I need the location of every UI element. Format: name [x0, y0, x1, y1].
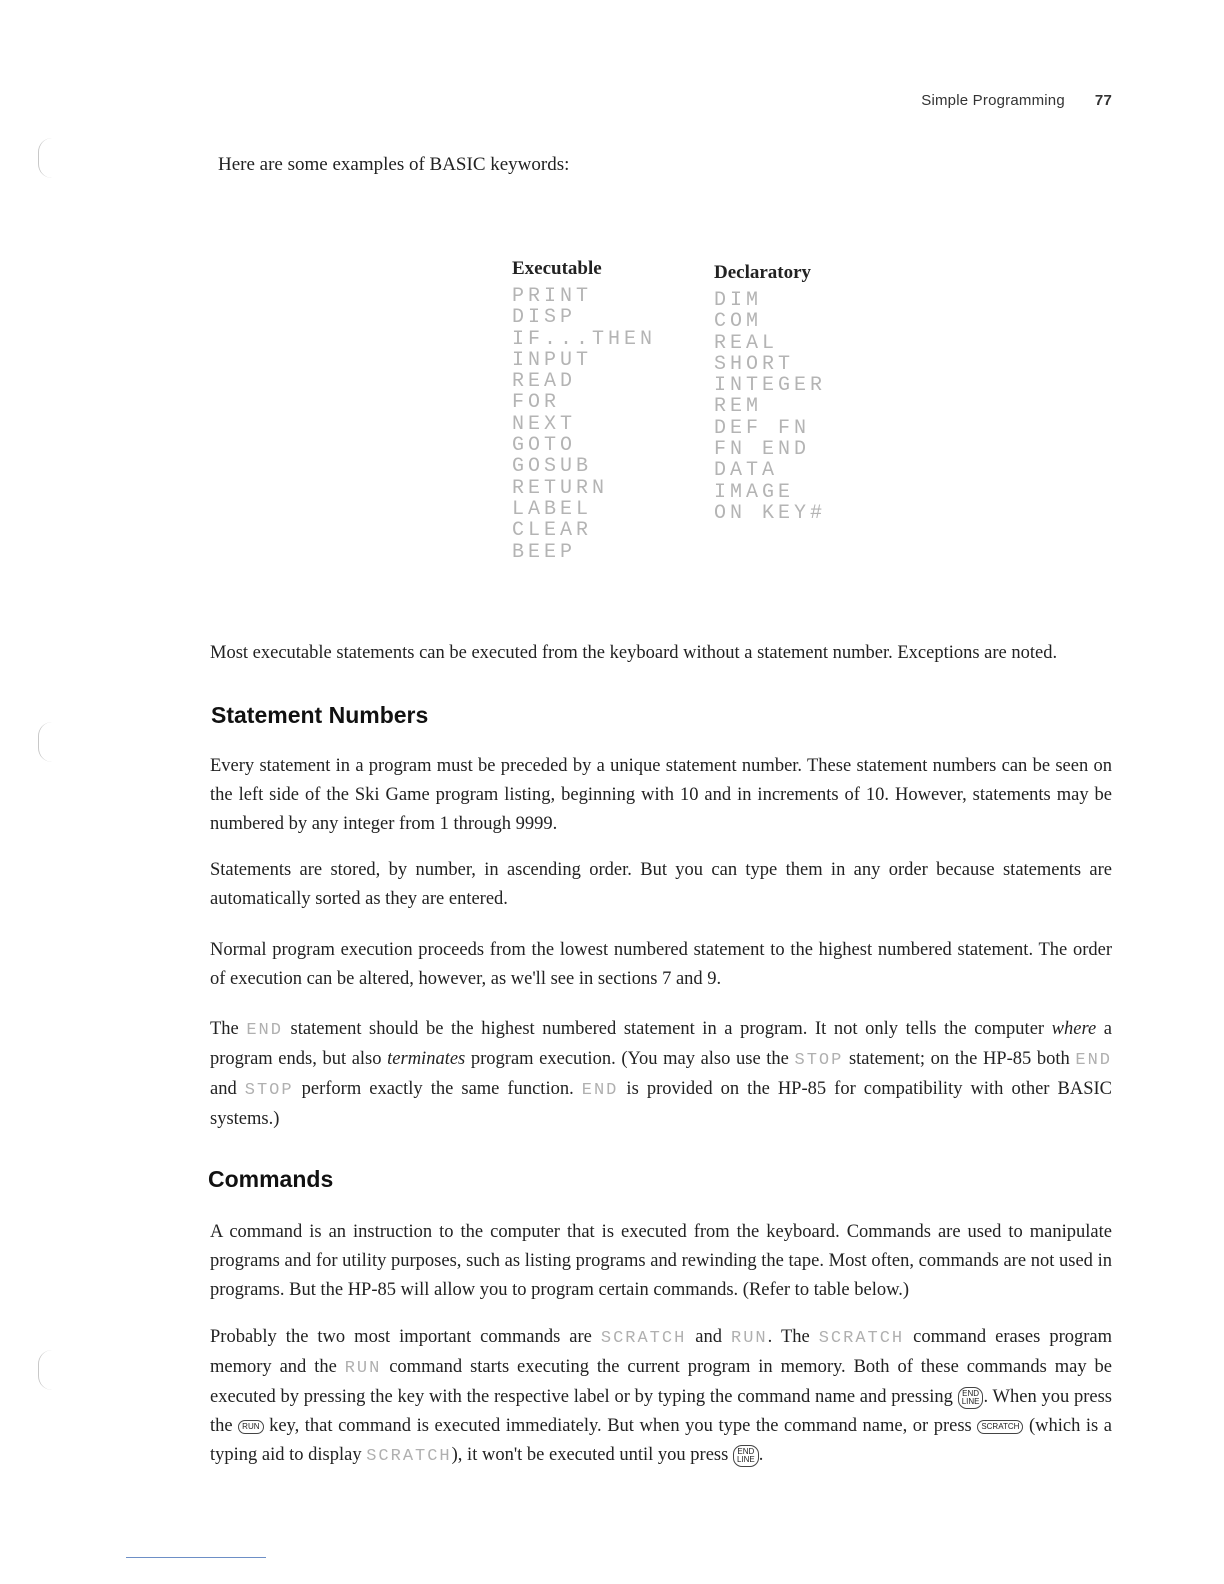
paragraph-commands-1: A command is an instruction to the computer that is executed from the keyboard. Commands are used to manipulate programs and for utility purposes, such as listing programs and rewinding the tape. Most often, commands are not used in programs. But the HP-85 will allow you to program certain commands. (Refer to table below.): [210, 1222, 1112, 1300]
executable-keyword: LABEL: [512, 497, 593, 521]
heading-statement-numbers: Statement Numbers: [211, 702, 429, 728]
key-label: END: [962, 1388, 980, 1398]
executable-keyword: DISP: [512, 306, 577, 330]
running-header: [921, 92, 1112, 109]
text-span: . When you press the: [210, 1387, 1112, 1436]
text-span: (which is a typing aid to display: [210, 1416, 1112, 1465]
executable-keyword: FOR: [512, 391, 561, 415]
declaratory-title: Declaratory: [714, 262, 812, 283]
declaratory-keyword: INTEGER: [714, 374, 827, 398]
text-span: perform exactly the same function.: [293, 1079, 582, 1099]
declaratory-keyword: REAL: [714, 331, 779, 355]
end-line-key-icon: [733, 1445, 759, 1467]
executable-keyword: NEXT: [512, 412, 577, 436]
text-span: a program ends, but also: [210, 1019, 1113, 1069]
paragraph-statement-numbers-3: Normal program execution proceeds from the lowest numbered statement to the highest numbered statement. The order of execution can be altered, however, as we'll see in sections 7 and 9.: [210, 940, 1112, 989]
text-span: . The: [767, 1327, 819, 1347]
declaratory-keyword: DEF FN: [714, 416, 811, 440]
executable-title: Executable: [512, 258, 602, 279]
text-span: statement; on the HP-85 both: [843, 1049, 1076, 1069]
text-span: The: [210, 1019, 247, 1039]
key-label: LINE: [961, 1396, 980, 1406]
executable-keyword: IF...THEN: [512, 327, 657, 351]
executable-keyword-list: [512, 286, 656, 563]
declaratory-keyword: DATA: [714, 459, 779, 483]
text-span: statement should be the highest numbered statement in a program. It not only tells the computer: [282, 1019, 1052, 1039]
intro-text: Here are some examples of BASIC keywords:: [218, 154, 570, 175]
text-span: key, that command is executed immediately. But when you type the command name, or press: [263, 1416, 978, 1436]
paragraph-statement-numbers-2: Statements are stored, by number, in ascending order. But you can type them in any order because statements are automatically sorted as they are entered.: [210, 860, 1112, 909]
declaratory-column: [714, 262, 826, 524]
executable-keyword: PRINT: [512, 285, 593, 308]
paragraph-commands-2: [210, 1323, 1112, 1471]
text-span: ), it won't be executed until you press: [451, 1445, 733, 1465]
keyword-end: END: [581, 1081, 619, 1100]
text-span: program execution. (You may also use the: [465, 1049, 795, 1069]
declaratory-keyword: COM: [714, 310, 763, 334]
text-span: Probably the two most important commands are: [210, 1327, 601, 1347]
executable-keyword: READ: [512, 370, 577, 394]
key-label: LINE: [736, 1454, 755, 1464]
declaratory-keyword: REM: [714, 395, 763, 419]
text-span: command erases program memory and the: [210, 1327, 1112, 1377]
heading-commands: Commands: [208, 1166, 334, 1192]
keyword-stop: STOP: [794, 1051, 844, 1070]
header-title: Simple Programming: [921, 92, 1065, 109]
keyword-scratch: SCRATCH: [818, 1329, 905, 1348]
emphasis-terminates: terminates: [387, 1049, 466, 1069]
keyword-scratch: SCRATCH: [600, 1329, 687, 1348]
page-number: 77: [1094, 92, 1112, 109]
executable-keyword: RETURN: [512, 476, 609, 500]
text-span: command starts executing the current program in memory. Both of these commands may be executed by pressing the key with the respective label or by typing the command name and pressing: [210, 1357, 1112, 1407]
executable-keyword: CLEAR: [512, 519, 593, 543]
footer-rule: [126, 1557, 266, 1558]
run-key-icon: RUN: [238, 1420, 263, 1434]
declaratory-keyword: ON KEY#: [714, 501, 827, 525]
executable-column: [512, 258, 656, 563]
executable-keyword: GOSUB: [512, 455, 593, 479]
text-span: is provided on the HP-85 for compatibility with other BASIC systems.): [210, 1079, 1112, 1129]
keyword-run: RUN: [344, 1359, 382, 1378]
declaratory-keyword-list: [714, 290, 826, 524]
scratch-key-icon: SCRATCH: [977, 1420, 1023, 1434]
paragraph-statement-numbers-1: Every statement in a program must be preceded by a unique statement number. These statement numbers can be seen on the left side of the Ski Game program listing, beginning with 10 and in increments of 10. However, statements may be numbered by any integer from 1 through 9999.: [210, 756, 1112, 834]
margin-mark: [38, 1350, 57, 1390]
text-span: and: [686, 1327, 732, 1347]
executable-note: Most executable statements can be executed from the keyboard without a statement number. Exceptions are noted.: [210, 643, 1058, 663]
declaratory-keyword: DIM: [714, 289, 763, 312]
keyword-stop: STOP: [244, 1081, 294, 1100]
key-label: END: [737, 1446, 755, 1456]
text-span: .: [758, 1445, 764, 1465]
executable-keyword: BEEP: [512, 540, 577, 564]
executable-keyword: INPUT: [512, 348, 593, 372]
emphasis-where: where: [1051, 1019, 1097, 1039]
keyword-scratch: SCRATCH: [366, 1447, 452, 1466]
margin-mark: [38, 138, 57, 178]
margin-mark: [38, 722, 57, 762]
declaratory-keyword: IMAGE: [714, 480, 795, 504]
keyword-run: RUN: [731, 1329, 768, 1348]
declaratory-keyword: FN END: [714, 438, 811, 462]
end-line-key-icon: [958, 1387, 984, 1409]
declaratory-keyword: SHORT: [714, 352, 795, 376]
text-span: and: [210, 1079, 245, 1099]
keyword-end: END: [1075, 1051, 1112, 1070]
keyword-end: END: [246, 1021, 283, 1040]
paragraph-end-statement: [210, 1015, 1112, 1134]
executable-keyword: GOTO: [512, 434, 577, 458]
